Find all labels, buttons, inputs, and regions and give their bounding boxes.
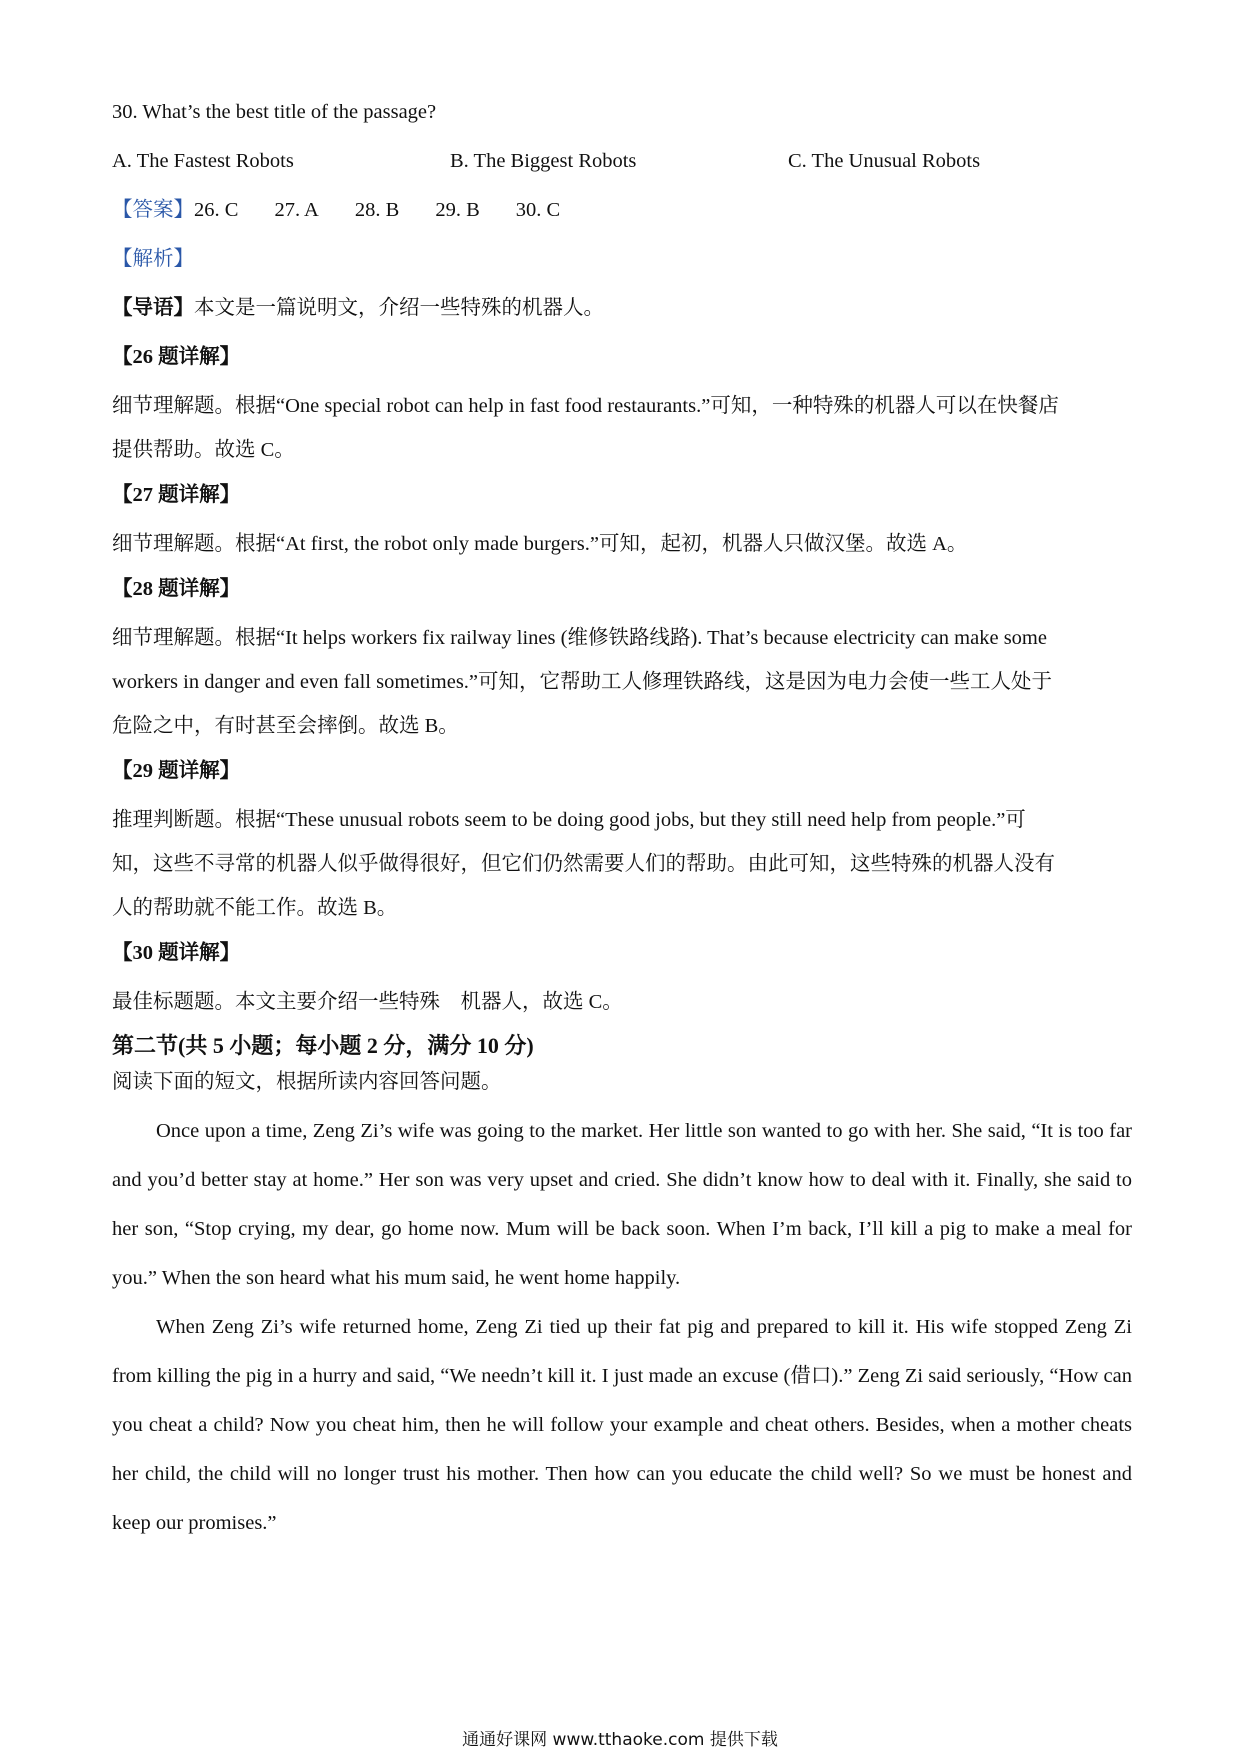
option-c: C. The Unusual Robots <box>788 150 981 172</box>
section-title: 第二节(共 5 小题；每小题 2 分，满分 10 分) <box>112 1033 534 1058</box>
detail-26-body <box>112 382 1132 475</box>
question-30-stem: 30. What’s the best title of the passage? <box>112 101 437 123</box>
detail-28-body <box>112 614 1132 751</box>
document-page <box>112 100 1132 1548</box>
analysis-label: 【解析】 <box>112 248 194 270</box>
detail-30-line-1: 最佳标题题。本文主要介绍一些特殊 机器人，故选 C。 <box>112 991 623 1013</box>
detail-28-heading: 【28 题详解】 <box>112 578 241 600</box>
detail-30-heading: 【30 题详解】 <box>112 942 241 964</box>
detail-27-line-1: 细节理解题。根据“At first, the robot only made burgers.”可知，起初，机器人只做汉堡。故选 A。 <box>112 533 968 555</box>
detail-28-line-2: workers in danger and even fall sometimes.”可知，它帮助工人修理铁路线，这是因为电力会使一些工人处于 <box>112 671 1053 693</box>
detail-26-heading: 【26 题详解】 <box>112 346 241 368</box>
passage-paragraph-1: Once upon a time, Zeng Zi’s wife was going to the market. Her little son wanted to go with her. She said, “It is too far and you’d better stay at home.” Her son was very upset and cried. She didn’t know how to deal with it. Finally, she said to her son, “Stop crying, my dear, go home now. Mum will be back soon. When I’m back, I’ll kill a pig to make a meal for you.” When the son heard what his mum said, he went home happily. <box>112 1120 1132 1289</box>
detail-28-line-1: 细节理解题。根据“It helps workers fix railway lines (维修铁路线路). That’s because electricity can make some <box>112 627 1047 649</box>
detail-29-line-1: 推理判断题。根据“These unusual robots seem to be doing good jobs, but they still need help from people.”可 <box>112 809 1026 831</box>
section-instruction: 阅读下面的短文，根据所读内容回答问题。 <box>112 1071 502 1093</box>
answer-28: 28. B <box>354 199 400 221</box>
detail-29-body <box>112 796 1132 933</box>
detail-28-line-3: 危险之中，有时甚至会摔倒。故选 B。 <box>112 715 459 737</box>
detail-29-line-3: 人的帮助就不能工作。故选 B。 <box>112 897 398 919</box>
detail-29-heading: 【29 题详解】 <box>112 760 241 782</box>
detail-26-line-1: 细节理解题。根据“One special robot can help in fast food restaurants.”可知，一种特殊的机器人可以在快餐店 <box>112 395 1059 417</box>
guide-text: 本文是一篇说明文，介绍一些特殊的机器人。 <box>194 297 604 319</box>
answer-26: 26. C <box>194 199 239 221</box>
question-30-options <box>112 149 1132 173</box>
answer-29: 29. B <box>435 199 480 221</box>
detail-27-heading: 【27 题详解】 <box>112 484 241 506</box>
detail-26-line-2: 提供帮助。故选 C。 <box>112 439 295 461</box>
guide-line <box>112 296 1132 320</box>
detail-29-line-2: 知，这些不寻常的机器人似乎做得很好，但它们仍然需要人们的帮助。由此可知，这些特殊的机器人没有 <box>112 853 1055 875</box>
page-footer: 通通好课网 www.tthaoke.com 提供下载 <box>462 1730 778 1750</box>
answer-row <box>112 198 1132 222</box>
answer-30: 30. C <box>515 199 561 221</box>
option-a: A. The Fastest Robots <box>112 150 294 172</box>
option-b: B. The Biggest Robots <box>450 150 637 172</box>
guide-label: 【导语】 <box>112 297 194 319</box>
answer-27: 27. A <box>274 199 319 221</box>
answer-label: 【答案】 <box>112 199 194 221</box>
passage-paragraph-2: When Zeng Zi’s wife returned home, Zeng Zi tied up their fat pig and prepared to kill it. His wife stopped Zeng Zi from killing the pig in a hurry and said, “We needn’t kill it. I just made an excuse (借口).” Zeng Zi said seriously, “How can you cheat a child? Now you cheat him, then he will follow your example and cheat others. Besides, when a mother cheats her child, the child will no longer trust his mother. Then how can you educate the child well? So we must be honest and keep our promises.” <box>112 1316 1132 1534</box>
